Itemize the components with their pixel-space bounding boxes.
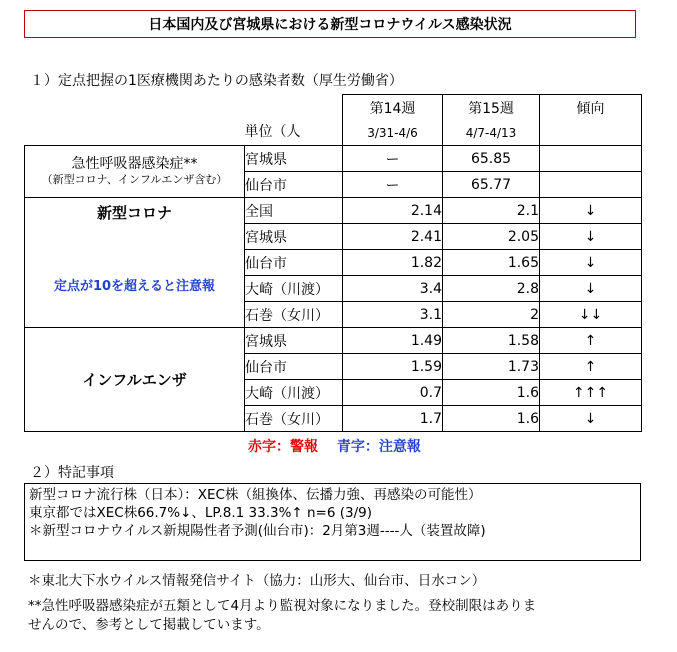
acute-label: 急性呼吸器感染症** [71,155,198,172]
week15-value: 65.85 [443,146,540,172]
section1-title: １）定点把握の1医療機関あたりの感染者数（厚生労働省） [30,73,403,89]
location-cell: 全国 [245,198,343,224]
week14-value: 1.82 [343,250,443,276]
week14-value: 1.7 [343,406,443,432]
trend-cell [540,146,642,172]
legend-alarm-red: 赤字：警報 [248,439,318,455]
trend-cell: ↓ [540,406,642,432]
location-cell: 宮城県 [245,224,343,250]
location-cell: 仙台市 [245,172,343,198]
acute-sublabel: （新型コロナ、インフルエンザ含む） [41,173,228,187]
week15-value: 65.77 [443,172,540,198]
footnote-line-1: **急性呼吸器感染症が五類として4月より監視対象になりました。登校制限はありま [28,598,537,614]
trend-cell: ↓↓ [540,302,642,328]
table-row [25,146,642,172]
week14-value: 2.41 [343,224,443,250]
location-cell: 石巻（女川） [245,302,343,328]
trend-cell: ↓ [540,250,642,276]
color-legend [248,436,421,456]
week14-value: 3.1 [343,302,443,328]
footnote-line-2: せんので、参考として掲載しています。 [28,617,270,633]
trend-cell: ↓ [540,276,642,302]
week14-value: 3.4 [343,276,443,302]
trend-cell: ↑ [540,354,642,380]
trend-cell: ↑ [540,328,642,354]
legend-advisory-blue: 青字：注意報 [336,439,421,455]
week14-value: ー [343,146,443,172]
week15-value: 1.58 [443,328,540,354]
note-line: 新型コロナ流行株（日本）：XEC株（組換体、伝播力強、再感染の可能性） [29,487,482,503]
week15-value: 1.6 [443,380,540,406]
col-week15-range: 4/7-4/13 [443,120,540,146]
flu-label-cell [25,328,245,432]
trend-cell: ↓ [540,224,642,250]
week15-value: 2.1 [443,198,540,224]
col-week14-range: 3/31-4/6 [343,120,443,146]
covid-advisory-note: 定点が10を超えると注意報 [53,279,216,294]
flu-label: インフルエンザ [82,371,187,389]
special-notes-box [24,483,641,561]
location-cell: 宮城県 [245,328,343,354]
covid-label-cell [25,198,245,328]
location-cell: 仙台市 [245,250,343,276]
week15-value: 1.73 [443,354,540,380]
trend-cell [540,172,642,198]
week15-value: 2.8 [443,276,540,302]
location-cell: 石巻（女川） [245,406,343,432]
col-week15-label: 第15週 [443,95,540,121]
week14-value: 1.49 [343,328,443,354]
wastewater-site-note: ＊東北大下水ウイルス情報発信サイト（協力：山形大、仙台市、日水コン） [28,573,486,589]
trend-cell: ↓ [540,198,642,224]
unit-header-cell [25,95,245,146]
week15-value: 2.05 [443,224,540,250]
table-row [25,328,642,354]
note-line: ＊新型コロナウイルス新規陽性者予測(仙台市)：2月第3週----人（装置故障) [29,523,486,539]
note-line: 東京都ではXEC株66.7%↓、LP.8.1 33.3%↑ n=6 (3/9) [29,505,373,521]
trend-cell: ↑↑↑ [540,380,642,406]
page-title: 日本国内及び宮城県における新型コロナウイルス感染状況 [148,17,512,33]
location-cell: 宮城県 [245,146,343,172]
table-row [25,198,642,224]
week14-value: ー [343,172,443,198]
week14-value: 2.14 [343,198,443,224]
location-cell: 大崎（川渡） [245,276,343,302]
week15-value: 1.65 [443,250,540,276]
week15-value: 2 [443,302,540,328]
col-week14-label: 第14週 [343,95,443,121]
location-cell: 仙台市 [245,354,343,380]
section2-title: ２）特記事項 [30,465,114,481]
col-trend-empty [540,120,642,146]
unit-label: 単位（人 [245,95,343,146]
week14-value: 1.59 [343,354,443,380]
header-row [25,95,642,121]
week15-value: 1.6 [443,406,540,432]
col-trend-label: 傾向 [540,95,642,121]
location-cell: 大崎（川渡） [245,380,343,406]
acute-respiratory-footnote [28,597,643,635]
infection-table [24,94,642,432]
page-title-box [24,10,636,38]
acute-label-cell [25,146,245,198]
covid-label: 新型コロナ [96,204,172,222]
week14-value: 0.7 [343,380,443,406]
